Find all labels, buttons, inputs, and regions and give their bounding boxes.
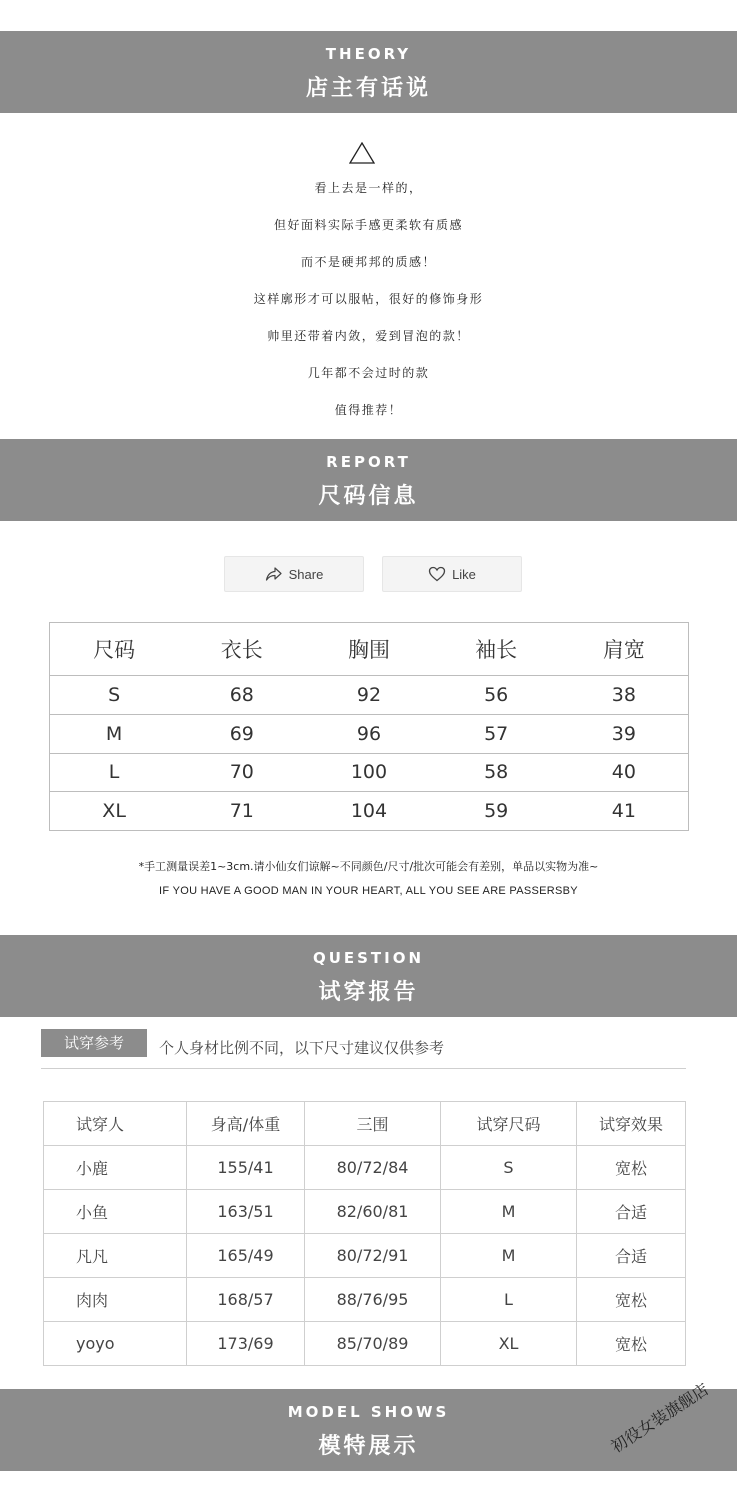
trial-table <box>43 1101 686 1366</box>
table-cell: 70 <box>178 753 305 792</box>
table-cell: S <box>50 676 179 715</box>
table-cell: 凡凡 <box>44 1234 187 1278</box>
table-cell: 155/41 <box>187 1146 305 1190</box>
section-title-en: QUESTION <box>312 949 425 967</box>
table-cell: 合适 <box>577 1190 686 1234</box>
share-button[interactable] <box>224 556 364 592</box>
table-cell: 57 <box>433 714 560 753</box>
section-band-theory <box>0 31 737 113</box>
slogan: IF YOU HAVE A GOOD MAN IN YOUR HEART, ALL YOU SEE ARE PASSERSBY <box>159 885 578 897</box>
table-header: 三围 <box>305 1102 441 1146</box>
table-cell: L <box>50 753 179 792</box>
table-header: 尺码 <box>93 638 136 662</box>
like-button[interactable] <box>382 556 522 592</box>
table-cell: M <box>441 1190 577 1234</box>
divider <box>41 1068 686 1069</box>
section-title-en: MODEL SHOWS <box>287 1403 450 1421</box>
table-row <box>50 714 689 753</box>
table-header: 衣长 <box>220 638 263 662</box>
poem-line: 值得推荐！ <box>334 403 403 417</box>
trial-tag: 试穿参考 <box>41 1029 147 1057</box>
table-cell: M <box>50 714 179 753</box>
table-header: 试穿尺码 <box>441 1102 577 1146</box>
table-cell: 58 <box>433 753 560 792</box>
table-row <box>44 1146 686 1190</box>
section-title-zh: 试穿报告 <box>318 980 419 1005</box>
table-cell: 合适 <box>577 1234 686 1278</box>
table-cell: 肉肉 <box>44 1278 187 1322</box>
table-cell: 59 <box>433 792 560 831</box>
section-title-en: REPORT <box>326 453 411 471</box>
table-row <box>44 1190 686 1234</box>
measurement-note: *手工测量误差1~3cm.请小仙女们谅解~不同颜色/尺寸/批次可能会有差别，单品以实物为准~ <box>138 860 599 873</box>
share-arrow-icon <box>265 566 283 582</box>
table-cell: 小鹿 <box>44 1146 187 1190</box>
table-cell: 38 <box>560 676 689 715</box>
table-cell: 82/60/81 <box>305 1190 441 1234</box>
table-cell: XL <box>50 792 179 831</box>
poem-line: 看上去是一样的， <box>314 181 423 195</box>
share-label: Share <box>288 566 324 582</box>
size-table <box>49 622 689 831</box>
section-title-zh: 店主有话说 <box>305 76 431 101</box>
table-cell: 69 <box>178 714 305 753</box>
table-cell: 88/76/95 <box>305 1278 441 1322</box>
table-cell: 80/72/84 <box>305 1146 441 1190</box>
table-cell: S <box>441 1146 577 1190</box>
poem-line: 几年都不会过时的款 <box>307 366 430 380</box>
table-cell: 41 <box>560 792 689 831</box>
trial-subtitle: 个人身材比例不同，以下尺寸建议仅供参考 <box>159 1039 445 1057</box>
table-row <box>50 753 689 792</box>
table-cell: 71 <box>178 792 305 831</box>
table-cell: 173/69 <box>187 1322 305 1366</box>
table-cell: 92 <box>305 676 432 715</box>
table-cell: 40 <box>560 753 689 792</box>
table-cell: 宽松 <box>577 1278 686 1322</box>
table-row <box>50 676 689 715</box>
section-title-en: THEORY <box>325 45 412 63</box>
table-cell: 56 <box>433 676 560 715</box>
table-cell: 宽松 <box>577 1146 686 1190</box>
section-title-zh: 尺码信息 <box>318 484 419 509</box>
poem-line: 但好面料实际手感更柔软有质感 <box>273 218 463 232</box>
table-cell: 80/72/91 <box>305 1234 441 1278</box>
table-header: 胸围 <box>347 638 390 662</box>
section-band-question <box>0 935 737 1017</box>
table-cell: 165/49 <box>187 1234 305 1278</box>
poem-line: 而不是硬邦邦的质感！ <box>300 255 436 269</box>
table-cell: XL <box>441 1322 577 1366</box>
section-band-report <box>0 439 737 521</box>
table-cell: 168/57 <box>187 1278 305 1322</box>
table-row <box>44 1234 686 1278</box>
table-cell: 68 <box>178 676 305 715</box>
table-header: 试穿效果 <box>577 1102 686 1146</box>
poem-line: 帅里还带着内敛，爱到冒泡的款！ <box>267 329 470 343</box>
table-header: 身高/体重 <box>187 1102 305 1146</box>
table-cell: 宽松 <box>577 1322 686 1366</box>
table-row <box>44 1278 686 1322</box>
table-cell: 小鱼 <box>44 1190 187 1234</box>
triangle-outline-icon <box>349 142 375 164</box>
table-cell: 96 <box>305 714 432 753</box>
table-cell: M <box>441 1234 577 1278</box>
table-row <box>50 792 689 831</box>
table-header-row <box>44 1102 686 1146</box>
like-label: Like <box>452 566 476 582</box>
table-header: 袖长 <box>475 638 518 662</box>
store-watermark: 初役女装旗舰店 <box>607 1379 712 1457</box>
table-cell: 39 <box>560 714 689 753</box>
table-cell: 163/51 <box>187 1190 305 1234</box>
table-cell: yoyo <box>44 1322 187 1366</box>
heart-icon <box>428 566 446 582</box>
table-cell: 104 <box>305 792 432 831</box>
poem-line: 这样廓形才可以服帖，很好的修饰身形 <box>253 292 484 306</box>
table-header: 肩宽 <box>602 638 645 662</box>
section-title-zh: 模特展示 <box>318 1434 419 1459</box>
table-cell: 100 <box>305 753 432 792</box>
table-row <box>44 1322 686 1366</box>
table-cell: 85/70/89 <box>305 1322 441 1366</box>
table-header-row <box>50 623 689 676</box>
table-header: 试穿人 <box>44 1102 187 1146</box>
table-cell: L <box>441 1278 577 1322</box>
